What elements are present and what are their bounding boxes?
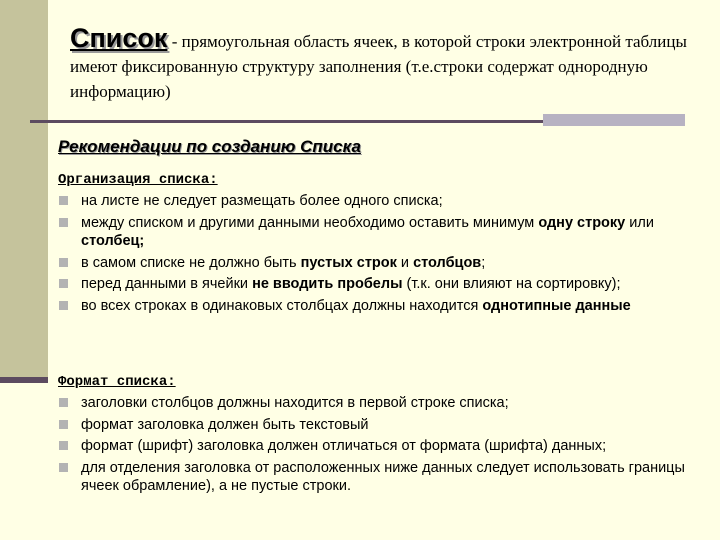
list-item-text: (т.к. они влияют на сортировку); — [402, 276, 621, 292]
title-definition: - прямоугольная область ячеек, в которой строки электронной таблицы имеют фиксированную структуру заполнения (т.е.строки содержат однородную информацию) — [70, 32, 687, 101]
section-heading: Рекомендации по созданию Списка — [58, 137, 361, 156]
format-list — [58, 394, 708, 496]
format-title: Формат списка: — [58, 374, 176, 390]
organization-list — [58, 192, 708, 315]
list-item-emphasis: одну строку — [538, 214, 626, 231]
list-item-text: ; — [481, 254, 486, 271]
list-item — [58, 297, 708, 316]
square-bullet-icon — [59, 279, 68, 288]
list-item — [58, 459, 708, 496]
list-item-text: между списком и другими данными необходимо оставить минимум — [81, 214, 539, 231]
list-item-emphasis: столбец; — [81, 233, 145, 249]
list-item — [58, 416, 708, 435]
list-item-text: или — [625, 214, 654, 231]
square-bullet-icon — [59, 420, 68, 429]
list-item-text: и — [396, 254, 414, 271]
list-item-emphasis: однотипные данные — [482, 297, 631, 314]
list-item-text: перед данными в ячейки — [81, 276, 253, 292]
square-bullet-icon — [59, 441, 68, 450]
list-item-text: в самом списке не должно быть — [81, 254, 301, 271]
list-item-emphasis: не вводить пробелы — [252, 276, 403, 292]
list-item — [58, 214, 708, 251]
list-item — [58, 394, 708, 413]
list-item-text: для отделения заголовка от расположенных ниже данных следует использовать границы ячеек обрамление), а не пустые строки. — [81, 459, 685, 494]
title-term: Список — [70, 23, 168, 53]
format-group — [58, 374, 708, 499]
list-item — [58, 254, 708, 273]
square-bullet-icon — [59, 463, 68, 472]
list-item-emphasis: пустых строк — [300, 254, 397, 271]
square-bullet-icon — [59, 196, 68, 205]
list-item — [58, 275, 708, 294]
list-item-text: во всех строках в одинаковых столбцах должны находится — [81, 297, 483, 314]
square-bullet-icon — [59, 258, 68, 267]
slide-title — [70, 23, 690, 104]
list-item — [58, 192, 708, 211]
left-decorative-bar — [0, 0, 48, 383]
organization-group — [58, 172, 708, 318]
list-item-text: заголовки столбцов должны находится в первой строке списка; — [81, 395, 509, 411]
square-bullet-icon — [59, 301, 68, 310]
list-item-text: формат заголовка должен быть текстовый — [81, 416, 369, 433]
list-item-text: на листе не следует размещать более одного списка; — [81, 193, 443, 209]
square-bullet-icon — [59, 218, 68, 227]
list-item-text: формат (шрифт) заголовка должен отличаться от формата (шрифта) данных; — [81, 438, 607, 454]
left-bar-stub — [0, 377, 48, 383]
divider-accent-block — [543, 114, 685, 126]
square-bullet-icon — [59, 398, 68, 407]
organization-title: Организация списка: — [58, 172, 218, 188]
list-item — [58, 437, 708, 456]
list-item-emphasis: столбцов — [413, 254, 482, 271]
